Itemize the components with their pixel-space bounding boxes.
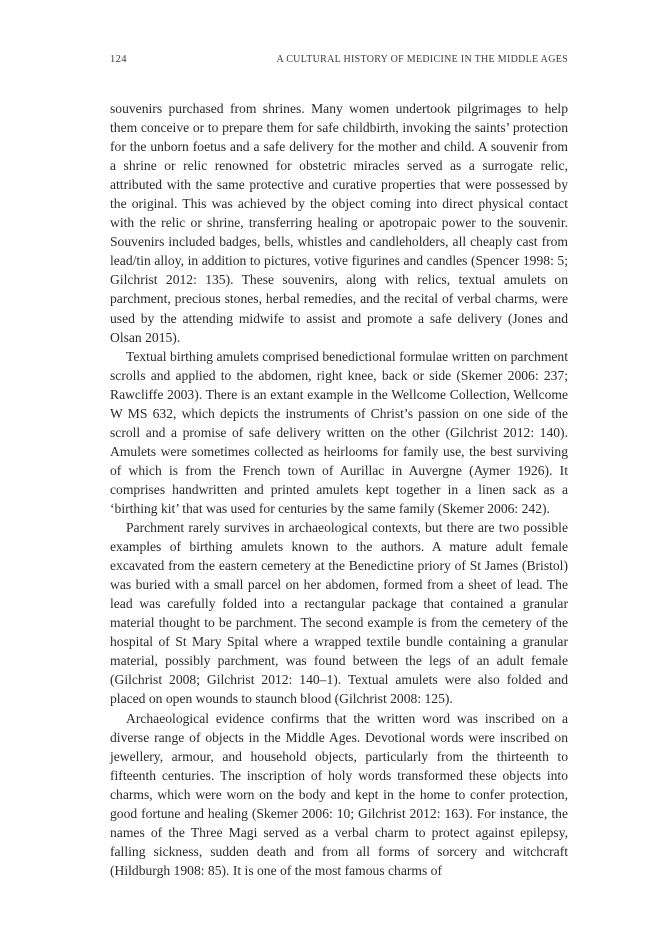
paragraph-birthing-amulets: Textual birthing amulets comprised benedictional formulae written on parchment scrolls and applied to the abdomen, right knee, back or side (Skemer 2006: 237; Rawcliffe 2003). There is an extant example in the Wellcome Collection, Wellcome W MS 632, which depicts the instruments of Christ’s passion on one side of the scroll and a promise of safe delivery written on the other (Gilchrist 2012: 140). Amulets were sometimes collected as heirlooms for family use, the best surviving of which is from the French town of Aurillac in Auvergne (Aymer 1926). It comprises handwritten and printed amulets kept together in a linen sack as a ‘birthing kit’ that was used for centuries by the same family (Skemer 2006: 242).	[110, 348, 568, 516]
body-text	[110, 99, 568, 880]
paragraph-continued: souvenirs purchased from shrines. Many women undertook pilgrimages to help them conceive or to prepare them for safe childbirth, invoking the saints’ protection for the unborn foetus and a safe delivery for the mother and child. A souvenir from a shrine or relic renowned for obstetric miracles served as a surrogate relic, attributed with the same protective and curative properties that were possessed by the original. This was achieved by the object coming into direct physical contact with the relic or shrine, transferring healing or apotropaic power to the souvenir. Souvenirs included badges, bells, whistles and candleholders, all cheaply cast from lead/tin alloy, in addition to pictures, votive figurines and candles (Spencer 1998: 5; Gilchrist 2012: 135). These souvenirs, along with relics, textual amulets on parchment, precious stones, herbal remedies, and the recital of verbal charms, were used by the attending midwife to assist and promote a safe delivery (Jones and Olsan 2015).	[110, 101, 568, 345]
paragraph-parchment-examples: Parchment rarely survives in archaeological contexts, but there are two possible examples of birthing amulets known to the authors. A mature adult female excavated from the eastern cemetery at the Benedictine priory of St James (Bristol) was buried with a small parcel on her abdomen, formed from a sheet of lead. The lead was carefully folded into a rectangular package that contained a granular material thought to be parchment. The second example is from the cemetery of the hospital of St Mary Spital where a wrapped textile bundle containing a granular material, possibly parchment, was found between the legs of an adult female (Gilchrist 2008; Gilchrist 2012: 140–1). Textual amulets were also folded and placed on open wounds to staunch blood (Gilchrist 2008: 125).	[110, 520, 568, 707]
page-number: 124	[110, 54, 127, 65]
paragraph-inscribed-objects: Archaeological evidence confirms that the written word was inscribed on a diverse range of objects in the Middle Ages. Devotional words were inscribed on jewellery, armour, and household objects, particularly from the thirteenth to fifteenth centuries. The inscription of holy words transformed these objects into charms, which were worn on the body and kept in the home to confer protection, good fortune and healing (Skemer 2006: 10; Gilchrist 2012: 163). For instance, the names of the Three Magi served as a verbal charm to protect against epilepsy, falling sickness, sudden death and from all forms of sorcery and witchcraft (Hildburgh 1908: 85). It is one of the most famous charms of	[110, 710, 568, 878]
running-title: A CULTURAL HISTORY OF MEDICINE IN THE MIDDLE AGES	[276, 54, 568, 65]
running-header	[110, 54, 568, 70]
